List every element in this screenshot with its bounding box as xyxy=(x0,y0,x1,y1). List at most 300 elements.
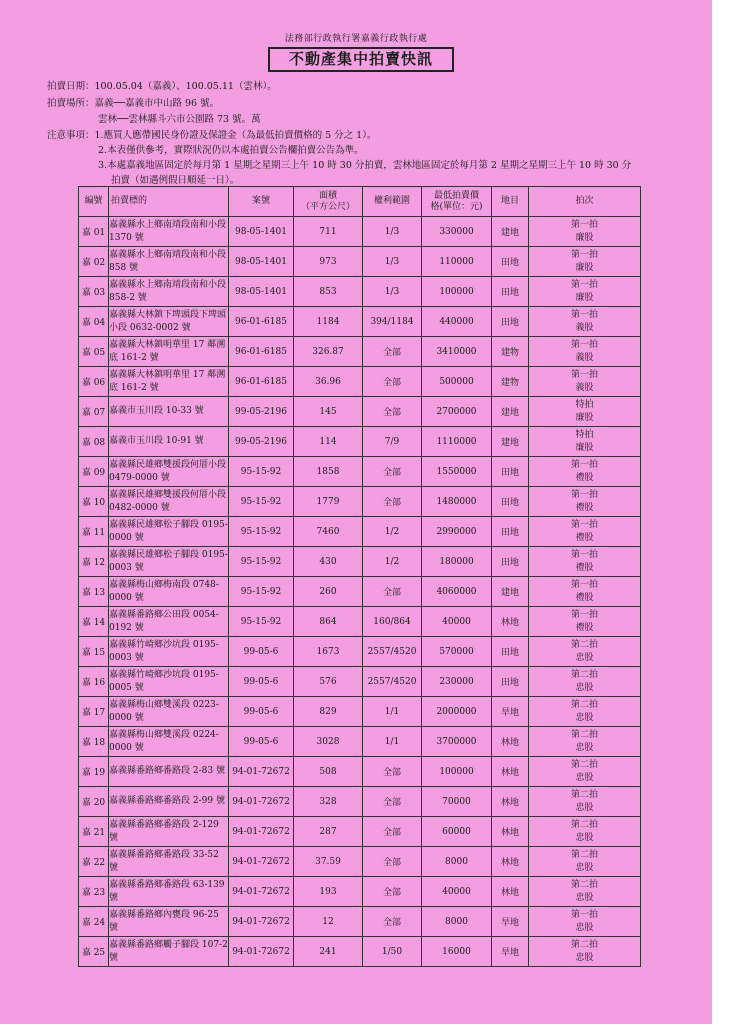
header-area xyxy=(294,187,363,217)
cell-no: 嘉 02 xyxy=(79,247,109,277)
cell-type: 建地 xyxy=(492,577,529,607)
session-round: 第一拍 xyxy=(570,249,598,260)
cell-no: 嘉 01 xyxy=(79,217,109,247)
cell-no: 嘉 12 xyxy=(79,547,109,577)
cell-no: 嘉 04 xyxy=(79,307,109,337)
session-unit: 忠股 xyxy=(575,892,594,903)
cell-type: 林地 xyxy=(492,787,529,817)
cell-item: 嘉義縣番路鄉番路段 33-52 號 xyxy=(109,847,229,877)
cell-area: 430 xyxy=(294,547,363,577)
auction-date-line xyxy=(47,78,277,92)
cell-type: 田地 xyxy=(492,307,529,337)
cell-type: 田地 xyxy=(492,277,529,307)
table-row xyxy=(79,307,641,337)
session-round: 第一拍 xyxy=(570,219,598,230)
table-row xyxy=(79,847,641,877)
cell-type: 田地 xyxy=(492,247,529,277)
cell-case: 99-05-6 xyxy=(229,697,294,727)
cell-rights: 全部 xyxy=(363,817,422,847)
cell-case: 95-15-92 xyxy=(229,457,294,487)
cell-session xyxy=(529,697,641,727)
cell-no: 嘉 10 xyxy=(79,487,109,517)
cell-area: 287 xyxy=(294,817,363,847)
cell-price: 100000 xyxy=(422,277,492,307)
session-round: 第二拍 xyxy=(570,879,598,890)
auction-place-line xyxy=(47,95,219,109)
cell-case: 94-01-72672 xyxy=(229,907,294,937)
cell-area: 328 xyxy=(294,787,363,817)
cell-case: 99-05-6 xyxy=(229,667,294,697)
notes-line-1 xyxy=(47,127,376,141)
cell-rights: 1/3 xyxy=(363,277,422,307)
cell-area: 508 xyxy=(294,757,363,787)
cell-item: 嘉義縣番路鄉觸子腳段 107-2 號 xyxy=(109,937,229,967)
table-row xyxy=(79,397,641,427)
cell-case: 98-05-1401 xyxy=(229,277,294,307)
session-unit: 忠股 xyxy=(575,772,594,783)
cell-area: 326.87 xyxy=(294,337,363,367)
cell-type: 林地 xyxy=(492,817,529,847)
note-3-line-1: 3.本處嘉義地區固定於每月第 1 星期之星期三上午 10 時 30 分拍賣，雲林地區固定於每月第 2 星期之星期三上午 10 時 30 分 xyxy=(98,160,632,171)
cell-session xyxy=(529,757,641,787)
cell-area: 711 xyxy=(294,217,363,247)
table-row xyxy=(79,937,641,967)
cell-price: 40000 xyxy=(422,607,492,637)
session-unit: 忠股 xyxy=(575,712,594,723)
session-round: 第二拍 xyxy=(570,849,598,860)
session-unit: 禮股 xyxy=(575,562,594,573)
cell-area: 241 xyxy=(294,937,363,967)
cell-item: 嘉義縣大林鎮明華里 17 鄰溯底 161-2 號 xyxy=(109,367,229,397)
cell-session xyxy=(529,367,641,397)
table-row xyxy=(79,277,641,307)
header-rights: 權利範圍 xyxy=(363,187,422,217)
session-unit: 忠股 xyxy=(575,682,594,693)
cell-session xyxy=(529,547,641,577)
cell-session xyxy=(529,607,641,637)
cell-case: 94-01-72672 xyxy=(229,937,294,967)
cell-rights: 394/1184 xyxy=(363,307,422,337)
table-row xyxy=(79,787,641,817)
cell-case: 95-15-92 xyxy=(229,577,294,607)
cell-type: 旱地 xyxy=(492,937,529,967)
auction-date-label: 拍賣日期： xyxy=(47,81,95,92)
header-session: 拍次 xyxy=(529,187,641,217)
cell-rights: 1/2 xyxy=(363,517,422,547)
cell-session xyxy=(529,907,641,937)
session-unit: 忠股 xyxy=(575,652,594,663)
cell-rights: 全部 xyxy=(363,337,422,367)
session-round: 第二拍 xyxy=(570,819,598,830)
cell-no: 嘉 23 xyxy=(79,877,109,907)
cell-session xyxy=(529,277,641,307)
cell-session xyxy=(529,307,641,337)
cell-item: 嘉義縣番路鄉番路段 2-99 號 xyxy=(109,787,229,817)
cell-rights: 全部 xyxy=(363,787,422,817)
cell-case: 99-05-6 xyxy=(229,727,294,757)
header-type: 地目 xyxy=(492,187,529,217)
cell-area: 37.59 xyxy=(294,847,363,877)
cell-session xyxy=(529,577,641,607)
cell-item: 嘉義縣番路鄉公田段 0054-0192 號 xyxy=(109,607,229,637)
session-round: 第一拍 xyxy=(570,309,598,320)
cell-session xyxy=(529,427,641,457)
table-row xyxy=(79,547,641,577)
cell-rights: 全部 xyxy=(363,907,422,937)
cell-no: 嘉 09 xyxy=(79,457,109,487)
session-unit: 廉股 xyxy=(575,412,594,423)
table-row xyxy=(79,607,641,637)
cell-rights: 1/1 xyxy=(363,697,422,727)
cell-rights: 全部 xyxy=(363,487,422,517)
session-round: 第一拍 xyxy=(570,489,598,500)
cell-rights: 160/864 xyxy=(363,607,422,637)
cell-case: 94-01-72672 xyxy=(229,847,294,877)
cell-case: 96-01-6185 xyxy=(229,337,294,367)
cell-type: 建地 xyxy=(492,217,529,247)
cell-item: 嘉義縣梅山鄉雙溪段 0223-0000 號 xyxy=(109,697,229,727)
cell-case: 98-05-1401 xyxy=(229,247,294,277)
cell-type: 林地 xyxy=(492,847,529,877)
session-unit: 廉股 xyxy=(575,442,594,453)
cell-price: 1110000 xyxy=(422,427,492,457)
cell-item: 嘉義市玉川段 10-33 號 xyxy=(109,397,229,427)
cell-no: 嘉 16 xyxy=(79,667,109,697)
header-price-line2: 格(單位：元) xyxy=(430,201,483,212)
session-round: 第二拍 xyxy=(570,789,598,800)
table-row xyxy=(79,577,641,607)
cell-price: 4060000 xyxy=(422,577,492,607)
table-row xyxy=(79,457,641,487)
cell-type: 田地 xyxy=(492,457,529,487)
cell-item: 嘉義縣大林鎮明華里 17 鄰溯底 161-2 號 xyxy=(109,337,229,367)
cell-type: 田地 xyxy=(492,517,529,547)
cell-area: 864 xyxy=(294,607,363,637)
cell-no: 嘉 03 xyxy=(79,277,109,307)
session-unit: 義股 xyxy=(575,382,594,393)
cell-item: 嘉義縣水上鄉南靖段南和小段 1370 號 xyxy=(109,217,229,247)
cell-item: 嘉義縣水上鄉南靖段南和小段 858 號 xyxy=(109,247,229,277)
cell-rights: 全部 xyxy=(363,457,422,487)
header-case: 案號 xyxy=(229,187,294,217)
cell-session xyxy=(529,877,641,907)
session-unit: 義股 xyxy=(575,352,594,363)
cell-no: 嘉 22 xyxy=(79,847,109,877)
header-no: 編號 xyxy=(79,187,109,217)
session-round: 特拍 xyxy=(575,399,594,410)
session-round: 第二拍 xyxy=(570,699,598,710)
cell-rights: 1/1 xyxy=(363,727,422,757)
table-row xyxy=(79,367,641,397)
header-price-line1: 最低拍賣價 xyxy=(433,190,479,201)
cell-item: 嘉義縣番路鄉番路段 63-139 號 xyxy=(109,877,229,907)
cell-case: 96-01-6185 xyxy=(229,307,294,337)
cell-type: 建地 xyxy=(492,427,529,457)
cell-item: 嘉義縣竹崎鄉沙坑段 0195-0003 號 xyxy=(109,637,229,667)
table-row xyxy=(79,817,641,847)
cell-item: 嘉義縣梅山鄉雙溪段 0224-0000 號 xyxy=(109,727,229,757)
session-unit: 禮股 xyxy=(575,532,594,543)
cell-item: 嘉義縣民雄鄉松子腳段 0195-0003 號 xyxy=(109,547,229,577)
cell-no: 嘉 08 xyxy=(79,427,109,457)
cell-price: 110000 xyxy=(422,247,492,277)
session-round: 第一拍 xyxy=(570,519,598,530)
cell-item: 嘉義縣民雄鄉松子腳段 0195-0000 號 xyxy=(109,517,229,547)
cell-price: 40000 xyxy=(422,877,492,907)
header-area-line2: （平方公尺） xyxy=(300,201,355,212)
cell-type: 林地 xyxy=(492,757,529,787)
cell-rights: 1/50 xyxy=(363,937,422,967)
cell-type: 田地 xyxy=(492,487,529,517)
cell-area: 853 xyxy=(294,277,363,307)
cell-area: 193 xyxy=(294,877,363,907)
cell-session xyxy=(529,457,641,487)
cell-type: 田地 xyxy=(492,667,529,697)
cell-price: 100000 xyxy=(422,757,492,787)
cell-no: 嘉 15 xyxy=(79,637,109,667)
table-header-row xyxy=(79,187,641,217)
cell-rights: 全部 xyxy=(363,367,422,397)
cell-price: 180000 xyxy=(422,547,492,577)
cell-case: 95-15-92 xyxy=(229,517,294,547)
table-row xyxy=(79,697,641,727)
cell-case: 98-05-1401 xyxy=(229,217,294,247)
cell-type: 建物 xyxy=(492,337,529,367)
cell-rights: 2557/4520 xyxy=(363,637,422,667)
session-unit: 忠股 xyxy=(575,832,594,843)
cell-price: 2000000 xyxy=(422,697,492,727)
session-unit: 忠股 xyxy=(575,862,594,873)
cell-item: 嘉義縣水上鄉南靖段南和小段 858-2 號 xyxy=(109,277,229,307)
cell-no: 嘉 18 xyxy=(79,727,109,757)
cell-area: 1673 xyxy=(294,637,363,667)
cell-session xyxy=(529,937,641,967)
cell-no: 嘉 19 xyxy=(79,757,109,787)
cell-area: 1184 xyxy=(294,307,363,337)
cell-type: 林地 xyxy=(492,607,529,637)
cell-rights: 全部 xyxy=(363,847,422,877)
page-title: 不動產集中拍賣快訊 xyxy=(268,47,454,72)
cell-no: 嘉 21 xyxy=(79,817,109,847)
cell-session xyxy=(529,397,641,427)
session-unit: 禮股 xyxy=(575,472,594,483)
session-round: 特拍 xyxy=(575,429,594,440)
cell-session xyxy=(529,637,641,667)
cell-case: 99-05-6 xyxy=(229,637,294,667)
cell-price: 1550000 xyxy=(422,457,492,487)
cell-item: 嘉義縣民雄鄉雙援段何厝小段 0479-0000 號 xyxy=(109,457,229,487)
table-row xyxy=(79,487,641,517)
session-round: 第一拍 xyxy=(570,369,598,380)
cell-session xyxy=(529,337,641,367)
session-round: 第一拍 xyxy=(570,609,598,620)
cell-session xyxy=(529,817,641,847)
cell-session xyxy=(529,217,641,247)
table-row xyxy=(79,757,641,787)
session-round: 第一拍 xyxy=(570,549,598,560)
cell-area: 576 xyxy=(294,667,363,697)
cell-area: 114 xyxy=(294,427,363,457)
cell-price: 2700000 xyxy=(422,397,492,427)
cell-rights: 7/9 xyxy=(363,427,422,457)
cell-item: 嘉義縣番路鄉番路段 2-83 號 xyxy=(109,757,229,787)
cell-area: 7460 xyxy=(294,517,363,547)
table-row xyxy=(79,427,641,457)
cell-session xyxy=(529,787,641,817)
cell-no: 嘉 24 xyxy=(79,907,109,937)
cell-case: 95-15-92 xyxy=(229,487,294,517)
cell-no: 嘉 13 xyxy=(79,577,109,607)
cell-rights: 2557/4520 xyxy=(363,667,422,697)
table-row xyxy=(79,637,641,667)
cell-price: 1480000 xyxy=(422,487,492,517)
cell-area: 1779 xyxy=(294,487,363,517)
session-round: 第一拍 xyxy=(570,279,598,290)
cell-price: 330000 xyxy=(422,217,492,247)
table-row xyxy=(79,727,641,757)
cell-item: 嘉義縣民雄鄉雙援段何厝小段 0482-0000 號 xyxy=(109,487,229,517)
table-row xyxy=(79,217,641,247)
agency-name: 法務部行政執行署嘉義行政執行處 xyxy=(284,34,428,44)
table-row xyxy=(79,517,641,547)
table-row xyxy=(79,667,641,697)
cell-price: 8000 xyxy=(422,907,492,937)
session-round: 第一拍 xyxy=(570,579,598,590)
cell-rights: 1/3 xyxy=(363,217,422,247)
cell-price: 8000 xyxy=(422,847,492,877)
auction-place-label: 拍賣場所： xyxy=(47,98,95,109)
cell-rights: 全部 xyxy=(363,877,422,907)
session-round: 第二拍 xyxy=(570,939,598,950)
session-round: 第二拍 xyxy=(570,669,598,680)
cell-no: 嘉 11 xyxy=(79,517,109,547)
notes-label: 注意事項： xyxy=(47,130,95,141)
cell-type: 田地 xyxy=(492,547,529,577)
cell-price: 70000 xyxy=(422,787,492,817)
session-unit: 禮股 xyxy=(575,592,594,603)
cell-case: 99-05-2196 xyxy=(229,427,294,457)
auction-date-value: 100.05.04（嘉義）、100.05.11（雲林）。 xyxy=(94,81,277,92)
cell-area: 3028 xyxy=(294,727,363,757)
session-unit: 忠股 xyxy=(575,922,594,933)
session-round: 第二拍 xyxy=(570,759,598,770)
cell-price: 60000 xyxy=(422,817,492,847)
cell-price: 16000 xyxy=(422,937,492,967)
cell-price: 570000 xyxy=(422,637,492,667)
cell-case: 95-15-92 xyxy=(229,547,294,577)
cell-item: 嘉義縣竹崎鄉沙坑段 0195-0005 號 xyxy=(109,667,229,697)
session-unit: 禮股 xyxy=(575,502,594,513)
cell-no: 嘉 07 xyxy=(79,397,109,427)
cell-no: 嘉 17 xyxy=(79,697,109,727)
cell-price: 2990000 xyxy=(422,517,492,547)
cell-rights: 1/2 xyxy=(363,547,422,577)
cell-case: 94-01-72672 xyxy=(229,817,294,847)
session-unit: 忠股 xyxy=(575,802,594,813)
cell-session xyxy=(529,247,641,277)
session-round: 第二拍 xyxy=(570,729,598,740)
auction-place-chiayi: 嘉義──嘉義市中山路 96 號。 xyxy=(94,98,220,109)
cell-area: 1858 xyxy=(294,457,363,487)
cell-session xyxy=(529,667,641,697)
cell-item: 嘉義縣大林鎮下埤頭段下埤頭小段 0632-0002 號 xyxy=(109,307,229,337)
cell-no: 嘉 25 xyxy=(79,937,109,967)
cell-no: 嘉 20 xyxy=(79,787,109,817)
header-price xyxy=(422,187,492,217)
header-item: 拍賣標的 xyxy=(109,187,229,217)
cell-price: 230000 xyxy=(422,667,492,697)
cell-area: 829 xyxy=(294,697,363,727)
session-unit: 義股 xyxy=(575,322,594,333)
cell-case: 95-15-92 xyxy=(229,607,294,637)
header-area-line1: 面積 xyxy=(318,190,337,201)
table-row xyxy=(79,877,641,907)
cell-area: 145 xyxy=(294,397,363,427)
cell-no: 嘉 14 xyxy=(79,607,109,637)
cell-rights: 全部 xyxy=(363,757,422,787)
cell-area: 36.96 xyxy=(294,367,363,397)
session-round: 第一拍 xyxy=(570,459,598,470)
cell-type: 林地 xyxy=(492,727,529,757)
cell-area: 260 xyxy=(294,577,363,607)
cell-item: 嘉義縣番路鄉內甕段 96-25 號 xyxy=(109,907,229,937)
session-round: 第一拍 xyxy=(570,909,598,920)
cell-session xyxy=(529,847,641,877)
auction-table xyxy=(78,186,641,967)
cell-case: 94-01-72672 xyxy=(229,877,294,907)
cell-item: 嘉義縣番路鄉番路段 2-129 號 xyxy=(109,817,229,847)
cell-type: 田地 xyxy=(492,637,529,667)
cell-price: 440000 xyxy=(422,307,492,337)
table-row xyxy=(79,907,641,937)
table-row xyxy=(79,247,641,277)
cell-case: 99-05-2196 xyxy=(229,397,294,427)
cell-type: 旱地 xyxy=(492,907,529,937)
cell-session xyxy=(529,727,641,757)
table-row xyxy=(79,337,641,367)
cell-price: 500000 xyxy=(422,367,492,397)
cell-price: 3700000 xyxy=(422,727,492,757)
cell-case: 96-01-6185 xyxy=(229,367,294,397)
cell-session xyxy=(529,517,641,547)
cell-no: 嘉 05 xyxy=(79,337,109,367)
session-round: 第一拍 xyxy=(570,339,598,350)
auction-place-yunlin: 雲林──雲林縣斗六市公園路 73 號。萬 xyxy=(98,114,261,125)
session-unit: 廉股 xyxy=(575,262,594,273)
note-1: 1.應買人應帶國民身份證及保證金（為最低拍賣價格的 5 分之 1）。 xyxy=(94,130,377,141)
cell-item: 嘉義市玉川段 10-91 號 xyxy=(109,427,229,457)
cell-price: 3410000 xyxy=(422,337,492,367)
cell-area: 973 xyxy=(294,247,363,277)
cell-type: 建物 xyxy=(492,367,529,397)
cell-no: 嘉 06 xyxy=(79,367,109,397)
cell-type: 建地 xyxy=(492,397,529,427)
session-unit: 廉股 xyxy=(575,232,594,243)
session-unit: 忠股 xyxy=(575,742,594,753)
session-unit: 禮股 xyxy=(575,622,594,633)
cell-session xyxy=(529,487,641,517)
cell-area: 12 xyxy=(294,907,363,937)
note-2: 2.本表僅供參考，實際狀況仍以本處拍賣公告欄拍賣公告為準。 xyxy=(98,145,364,156)
session-unit: 忠股 xyxy=(575,952,594,963)
cell-rights: 1/3 xyxy=(363,247,422,277)
cell-rights: 全部 xyxy=(363,397,422,427)
note-3-line-2: 拍賣（如遇例假日順延一日）。 xyxy=(111,175,240,186)
cell-type: 旱地 xyxy=(492,697,529,727)
cell-item: 嘉義縣梅山鄉梅南段 0748-0000 號 xyxy=(109,577,229,607)
cell-case: 94-01-72672 xyxy=(229,787,294,817)
session-round: 第二拍 xyxy=(570,639,598,650)
